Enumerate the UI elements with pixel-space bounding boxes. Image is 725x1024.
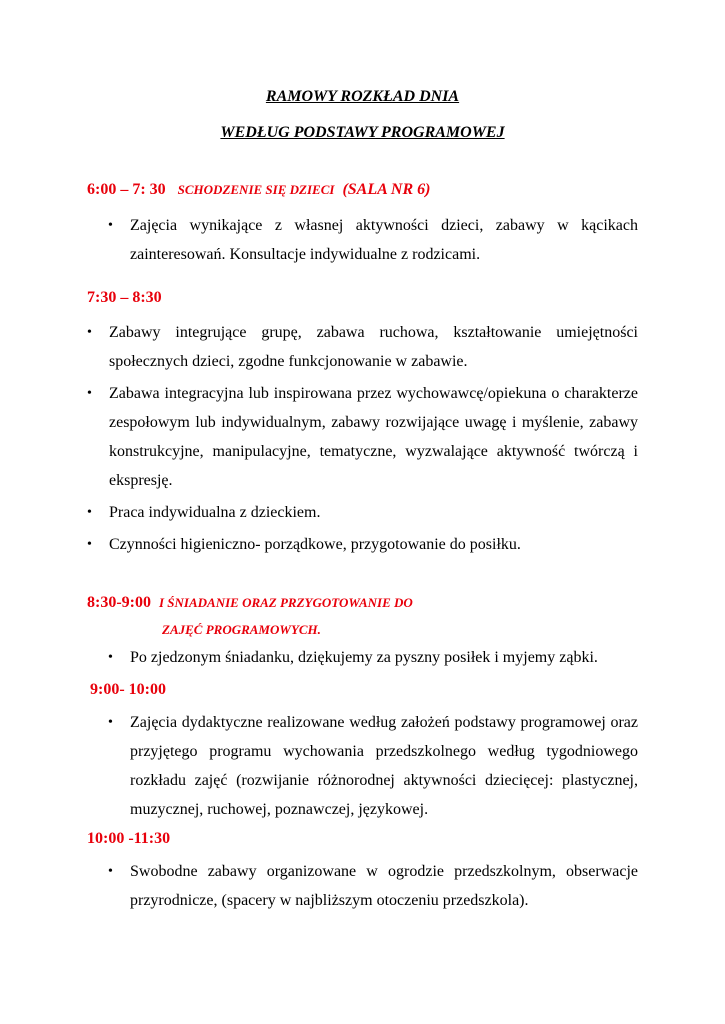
bullet-icon: • xyxy=(108,218,113,233)
section-2-list xyxy=(87,318,638,559)
section-4-list xyxy=(108,708,638,824)
list-item: • Po zjedzonym śniadanku, dziękujemy za pyszny posiłek i myjemy ząbki. xyxy=(130,643,638,672)
section-5-list xyxy=(108,857,638,915)
bullet-icon: • xyxy=(108,864,113,879)
section-heading-line2: ZAJĘĆ PROGRAMOWYCH. xyxy=(162,622,321,637)
list-item: • Zabawy integrujące grupę, zabawa ruchowa, kształtowanie umiejętności społecznych dzieci, zgodne funkcjonowanie w zabawie. xyxy=(109,318,638,376)
time-heading-4 xyxy=(90,681,166,699)
time-label: 8:30-9:00 xyxy=(87,594,151,611)
bullet-icon: • xyxy=(87,537,92,552)
time-heading-3 xyxy=(87,594,413,612)
list-item: • Zajęcia dydaktyczne realizowane według założeń podstawy programowej oraz przyjętego programu wychowania przedszkolnego według tygodniowego rozkładu zajęć (rozwijanie różnorodnej aktywności dziecięcej: plastycznej, muzycznej, ruchowej, poznawczej, językowej. xyxy=(130,708,638,824)
time-heading-1 xyxy=(87,181,430,199)
time-heading-5 xyxy=(87,830,170,848)
time-label: 7:30 – 8:30 xyxy=(87,289,162,306)
bullet-icon: • xyxy=(108,715,113,730)
section-heading: SCHODZENIE SIĘ DZIECI xyxy=(177,182,335,197)
bullet-icon: • xyxy=(108,650,113,665)
section-1-list xyxy=(108,211,638,269)
time-label: 9:00- 10:00 xyxy=(90,681,166,698)
document-subtitle: WEDŁUG PODSTAWY PROGRAMOWEJ xyxy=(220,124,505,141)
section-heading: I ŚNIADANIE ORAZ PRZYGOTOWANIE DO xyxy=(158,595,413,610)
section-3-list xyxy=(108,643,638,672)
bullet-icon: • xyxy=(87,386,92,401)
document-title: RAMOWY ROZKŁAD DNIA xyxy=(265,88,460,105)
time-heading-2 xyxy=(87,289,162,307)
room-label: (SALA NR 6) xyxy=(342,181,431,198)
list-item: • Czynności higieniczno- porządkowe, przygotowanie do posiłku. xyxy=(109,530,638,559)
list-item: • Praca indywidualna z dzieckiem. xyxy=(109,498,638,527)
time-label: 6:00 – 7: 30 xyxy=(87,181,166,198)
list-item: • Swobodne zabawy organizowane w ogrodzie przedszkolnym, obserwacje przyrodnicze, (spacery w najbliższym otoczeniu przedszkola). xyxy=(130,857,638,915)
bullet-icon: • xyxy=(87,505,92,520)
list-item: • Zabawa integracyjna lub inspirowana przez wychowawcę/opiekuna o charakterze zespołowym lub indywidualnym, zabawy rozwijające uwagę i myślenie, zabawy konstrukcyjne, manipulacyjne, tematyczne, wyzwalające aktywność twórczą i ekspresję. xyxy=(109,379,638,495)
list-item: • Zajęcia wynikające z własnej aktywności dzieci, zabawy w kącikach zainteresowań. Konsultacje indywidualne z rodzicami. xyxy=(130,211,638,269)
time-label: 10:00 -11:30 xyxy=(87,830,171,847)
bullet-icon: • xyxy=(87,325,92,340)
